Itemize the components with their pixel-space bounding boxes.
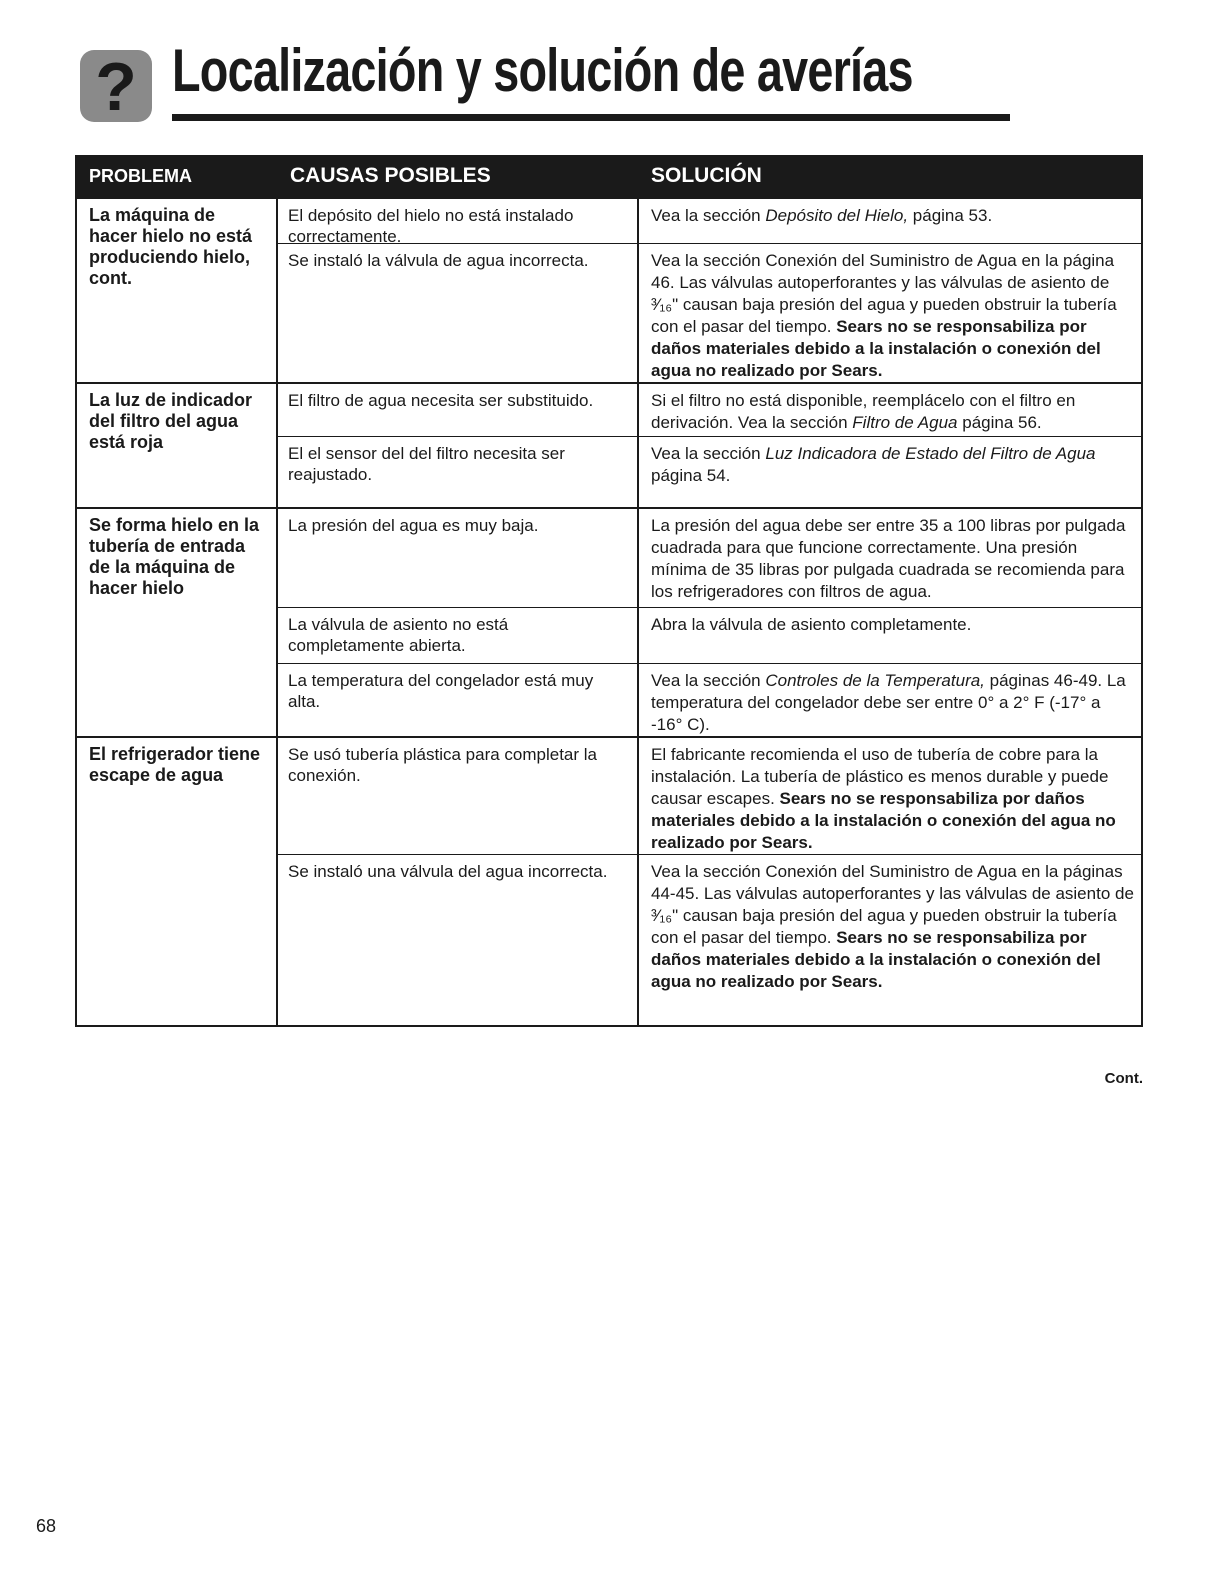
table-row	[278, 436, 1141, 507]
question-mark-icon: ?	[80, 50, 152, 122]
solution-cell: Vea la sección Luz Indicadora de Estado del Filtro de Agua página 54.	[651, 444, 1096, 485]
cause-cell: Se usó tubería plástica para completar la conexión.	[278, 738, 639, 854]
problem-group	[77, 197, 1141, 382]
title-underline	[172, 114, 1010, 121]
solution-cell: Vea la sección Conexión del Suministro de Agua en la páginas 44-45. Las válvulas autoperforantes y las válvulas de asiento de ³⁄₁₆" causan baja presión del agua y pueden obstruir la tubería con el pasar del tiempo. Sears no se responsabiliza por daños materiales debido a la instalación o conexión del agua no realizado por Sears.	[651, 862, 1134, 991]
table-row	[278, 509, 1141, 607]
cause-cell: La válvula de asiento no está completamente abierta.	[278, 608, 639, 663]
table-row	[278, 854, 1141, 1025]
table-header	[77, 155, 1141, 197]
solution-cell: El fabricante recomienda el uso de tubería de cobre para la instalación. La tubería de plástico es menos durable y puede causar escapes. Sears no se responsabiliza por daños materiales debido a la instalación o conexión del agua no realizado por Sears.	[651, 745, 1116, 852]
problem-cell: Se forma hielo en la tubería de entrada de la máquina de hacer hielo	[77, 509, 278, 736]
cause-cell: Se instaló una válvula del agua incorrecta.	[278, 855, 639, 1025]
column-header-solucion: SOLUCIÓN	[651, 164, 762, 187]
column-header-causas: CAUSAS POSIBLES	[290, 164, 491, 187]
table-row	[278, 199, 1141, 246]
page-title: Localización y solución de averías	[172, 37, 913, 104]
problem-group	[77, 736, 1141, 1025]
column-header-problema: PROBLEMA	[89, 166, 192, 186]
solution-cell: Vea la sección Conexión del Suministro de Agua en la página 46. Las válvulas autoperforantes y las válvulas de asiento de ³⁄₁₆" causan baja presión del agua y pueden obstruir la tubería con el pasar del tiempo. Sears no se responsabiliza por daños materiales debido a la instalación o conexión del agua no realizado por Sears.	[651, 251, 1117, 380]
table-row	[278, 243, 1141, 382]
solution-cell: Vea la sección Depósito del Hielo, página 53.	[651, 206, 993, 225]
solution-cell: Vea la sección Controles de la Temperatura, páginas 46-49. La temperatura del congelador debe ser entre 0° a 2° F (-17° a -16° C).	[651, 671, 1126, 734]
table-row	[278, 738, 1141, 854]
solution-cell: Si el filtro no está disponible, reemplácelo con el filtro en derivación. Vea la sección Filtro de Agua página 56.	[651, 391, 1076, 432]
page-header	[80, 30, 930, 130]
table-row	[278, 607, 1141, 663]
problem-cell: La máquina de hacer hielo no está produciendo hielo, cont.	[77, 199, 278, 382]
page-number: 68	[36, 1516, 57, 1536]
cause-cell: Se instaló la válvula de agua incorrecta.	[278, 244, 639, 382]
table-row	[278, 663, 1141, 736]
cause-cell: El filtro de agua necesita ser substituido.	[278, 384, 639, 436]
problem-group	[77, 382, 1141, 507]
cause-cell: La presión del agua es muy baja.	[278, 509, 639, 607]
troubleshooting-table	[75, 155, 1143, 1027]
cause-cell: La temperatura del congelador está muy alta.	[278, 664, 639, 736]
cause-cell: El el sensor del del filtro necesita ser reajustado.	[278, 437, 639, 507]
continued-label: Cont.	[1104, 1070, 1143, 1087]
cause-cell: El depósito del hielo no está instalado correctamente.	[278, 199, 639, 243]
problem-cell: El refrigerador tiene escape de agua	[77, 738, 278, 1025]
solution-cell: La presión del agua debe ser entre 35 a 100 libras por pulgada cuadrada para que funcione correctamente. Una presión mínima de 35 libras por pulgada cuadrada se recomienda para los refrigeradores con filtros de agua.	[651, 516, 1126, 601]
solution-cell: Abra la válvula de asiento completamente.	[651, 615, 972, 634]
problem-cell: La luz de indicador del filtro del agua está roja	[77, 384, 278, 507]
problem-group	[77, 507, 1141, 736]
table-row	[278, 384, 1141, 436]
